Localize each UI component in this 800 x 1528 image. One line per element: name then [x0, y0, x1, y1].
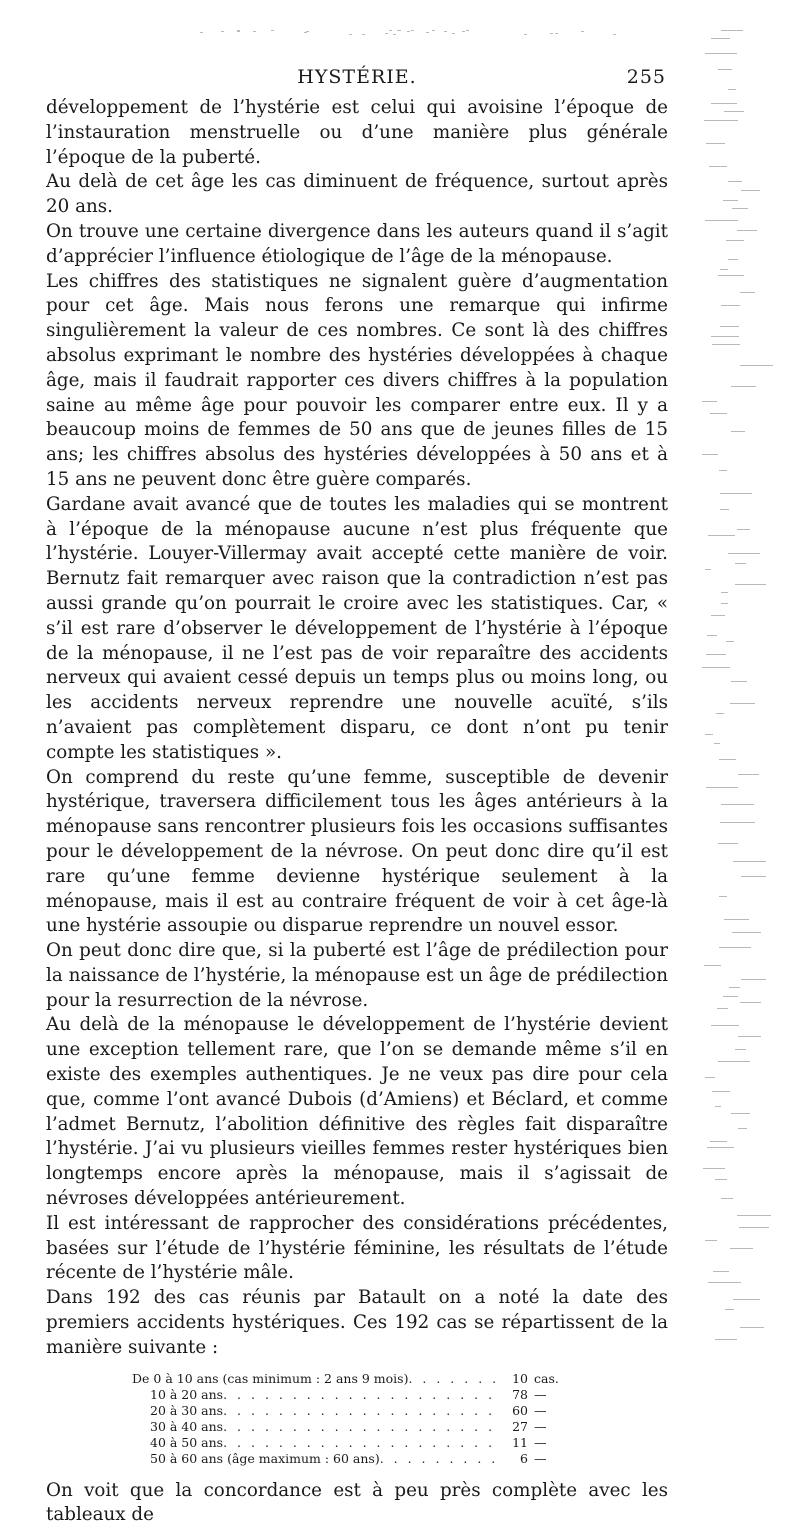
scan-speck: [738, 1036, 761, 1037]
scan-speck: [711, 336, 739, 337]
scan-speck: [720, 822, 755, 823]
age-distribution-table: [132, 1371, 668, 1467]
scan-speck: [718, 69, 732, 70]
scan-speck: [710, 1141, 727, 1142]
scan-speck: [720, 269, 728, 270]
paragraph-6: On comprend du reste qu’une femme, susceptible de devenir hystérique, traversera difficilement tous les âges antérieurs à la ménopause sans rencontrer plusieurs fois les occasions suffisantes pour le développement de la névrose. On peut donc dire qu’il est rare qu’une femme devienne hystérique seulement à la ménopause, mais il est au contraire fréquent de voir à cet âge-là une hystérie assoupie ou disparue reprendre un nouvel essor.: [46, 766, 668, 937]
scan-speck: [705, 734, 713, 735]
scan-speck: [715, 1339, 737, 1340]
paragraph-10: Dans 192 des cas réunis par Batault on a noté la date des premiers accidents hystériques. Ces 192 cas se répartissent de la manière suivante :: [46, 1287, 668, 1358]
scan-speck: [705, 1240, 717, 1241]
paragraph-5: Gardane avait avancé que de toutes les maladies qui se montrent à l’époque de la ménopause aucune n’est plus fréquente que l’hystérie. Louyer-Villermay avait accepté cette manière de voir. Bernutz fait remarquer avec raison que la contradiction n’est pas aussi grande qu’on pourrait le croire avec les statistiques. Car, « s’il est rare d’observer le développement de l’hystérie à l’époque de la ménopause, il ne l’est pas de voir reparaître des accidents nerveux qui avaient cessé depuis un temps plus ou moins long, ou les accidents nerveux reprendre une nouvelle acuïté, s’ils n’avaient pas complètement disparu, ce dont n’ont pu tenir compte les statistiques ».: [46, 493, 668, 763]
scan-speck: [718, 275, 744, 276]
scan-speck: [444, 31, 447, 32]
scan-speck: [707, 635, 717, 636]
running-title: HYSTÉRIE.: [297, 66, 417, 88]
scan-speck: [705, 1077, 715, 1078]
scan-speck: [740, 292, 755, 293]
leader-dots: [223, 1403, 498, 1419]
scan-speck: [719, 947, 751, 948]
scan-speck: [221, 31, 224, 32]
table-range: 30 à 40 ans: [150, 1418, 224, 1434]
paragraph-2: Au delà de cet âge les cas diminuent de fréquence, surtout après 20 ans.: [46, 171, 668, 218]
table-count: 78: [512, 1386, 528, 1402]
scan-speck: [524, 34, 527, 35]
scan-speck: [740, 1327, 764, 1328]
scan-speck: [581, 31, 584, 32]
scan-speck: [731, 431, 745, 432]
scan-speck: [724, 919, 749, 920]
leader-dots: [223, 1435, 498, 1451]
scan-speck: [706, 654, 726, 655]
scan-speck: [362, 34, 365, 35]
scan-speck: [739, 1227, 769, 1228]
scan-speck: [462, 31, 465, 32]
scan-speck: [724, 111, 744, 112]
scan-speck: [738, 774, 759, 775]
scan-speck: [720, 509, 729, 510]
scan-speck: [702, 401, 717, 402]
scan-speck: [737, 1215, 771, 1216]
scan-speck: [735, 584, 766, 585]
scan-speck: [721, 603, 728, 604]
scan-speck: [726, 641, 734, 642]
scan-speck: [731, 1113, 750, 1114]
scan-speck: [703, 1168, 725, 1169]
scan-speck: [719, 896, 727, 897]
scan-speck: [729, 987, 740, 988]
scan-speck: [702, 454, 718, 455]
scan-margin-marks: [702, 0, 782, 1369]
scan-speck: [721, 804, 754, 805]
scan-speck: [718, 843, 738, 844]
scan-speck: [741, 876, 766, 877]
scan-speck: [349, 34, 352, 35]
scan-speck: [735, 1049, 746, 1050]
paragraph-7: On peut donc dire que, si la puberté est l’âge de prédilection pour la naissance de l’hystérie, la ménopause est un âge de prédilection pour la resurrection de la névrose.: [46, 940, 668, 1011]
table-count: 60: [512, 1402, 528, 1418]
table-row: [132, 1435, 564, 1451]
scan-speck: [737, 230, 757, 231]
scan-speck: [708, 1282, 741, 1283]
table-row: [132, 1387, 564, 1403]
scan-speck: [706, 787, 738, 788]
scan-speck: [731, 681, 747, 682]
table-unit: —: [534, 1450, 547, 1466]
scan-speck: [271, 30, 274, 31]
scan-speck: [728, 181, 742, 182]
scan-speck: [407, 31, 410, 32]
scan-speck: [721, 1198, 733, 1199]
scan-speck: [704, 965, 721, 966]
scan-speck: [711, 38, 730, 39]
scan-speck: [719, 470, 727, 471]
scan-speck: [708, 535, 735, 536]
table-count: 27: [512, 1418, 528, 1434]
paragraph-1: développement de l’hystérie est celui qui avoisine l’époque de l’instauration menstruelle ou d’une manière plus générale l’époque de la puberté.: [46, 97, 668, 168]
scan-speck: [726, 240, 744, 241]
scan-speck: [732, 208, 748, 209]
scan-speck: [738, 1128, 747, 1129]
scan-speck: [393, 34, 396, 35]
scan-speck: [397, 30, 400, 31]
scan-speck: [711, 615, 725, 616]
table-unit: —: [534, 1386, 547, 1402]
leader-dots: [380, 1451, 498, 1467]
leader-dots: [408, 1371, 498, 1387]
scan-speck: [723, 200, 738, 201]
scan-speck: [200, 32, 203, 33]
scan-speck: [432, 30, 435, 31]
table-range: 10 à 20 ans: [150, 1386, 224, 1402]
scan-speck: [613, 34, 616, 35]
paragraph-4: Les chiffres des statistiques ne signalent guère d’augmentation pour cet âge. Mais nous ferons une remarque qui infirme singulièrement la valeur de ces nombres. Ce sont là des chiffres absolus exprimant le nombre des hystéries développées à chaque âge, mais il faudrait rapporter ces divers chiffres à la population saine au même âge pour pouvoir les comparer entre eux. Il y a beaucoup moins de femmes de 50 ans que de jeunes filles de 15 ans; les chiffres absolus des hystéries développées à 50 ans et à 15 ans ne peuvent donc être guère comparés.: [46, 270, 668, 490]
scan-speck: [728, 553, 760, 554]
scan-speck: [740, 365, 773, 366]
table-range: De 0 à 10 ans (cas minimum : 2 ans 9 mois): [132, 1370, 409, 1386]
scan-speck: [737, 529, 750, 530]
scan-speck: [731, 386, 756, 387]
paragraph-9: Il est intéressant de rapprocher des considérations précédentes, basées sur l’étude de l’hystérie féminine, les résultats de l’étude récente de l’hystérie mâle.: [46, 1212, 668, 1284]
scan-speck: [712, 1091, 730, 1092]
scan-speck: [713, 1271, 729, 1272]
page-number: 255: [626, 66, 666, 88]
scan-speck: [728, 259, 738, 260]
scan-speck: [555, 33, 558, 34]
scan-speck: [411, 30, 414, 31]
table-row: [132, 1403, 564, 1419]
leader-dots: [223, 1387, 498, 1403]
scan-speck: [733, 1299, 760, 1300]
scan-speck: [730, 1248, 753, 1249]
scan-speck: [720, 326, 739, 327]
scan-speck: [728, 89, 736, 90]
scan-speck: [718, 1061, 750, 1062]
scan-speck: [715, 1179, 727, 1180]
scan-speck: [717, 1008, 728, 1009]
scan-speck: [710, 413, 727, 414]
closing-line: On voit que la concordance est à peu près complète avec les tableaux de: [46, 1479, 668, 1526]
scan-speck: [237, 31, 240, 32]
table-row: [132, 1451, 564, 1467]
scan-speck: [704, 120, 738, 121]
scan-speck: [721, 30, 743, 31]
table-count: 10: [512, 1370, 528, 1386]
scan-speck: [705, 569, 711, 570]
scan-speck: [452, 33, 455, 34]
table-row: [132, 1371, 564, 1387]
scan-speck: [709, 166, 727, 167]
scan-speck: [253, 31, 256, 32]
scan-speck: [735, 563, 746, 564]
scan-speck: [740, 1002, 761, 1003]
paragraph-8: Au delà de la ménopause le développement de l’hystérie devient une exception tellement rare, que l’on se demande même s’il en existe des exemples authentiques. Je ne veux pas dire pour cela que, comme l’ont avancé Dubois (d’Amiens) et Béclard, et comme l’admet Bernutz, l’abolition définitive des règles fait disparaître l’hystérie. J’ai vu plusieurs vieilles femmes rester hystériques bien longtemps encore après la ménopause, mais il s’agissait de névroses développées antérieurement.: [46, 1014, 668, 1210]
scan-speck: [550, 33, 553, 34]
table-count: 6: [520, 1450, 528, 1466]
table-range: 40 à 50 ans: [150, 1434, 224, 1450]
table-unit: —: [534, 1418, 547, 1434]
scan-speck: [723, 996, 738, 997]
table-range: 50 à 60 ans (âge maximum : 60 ans): [150, 1450, 380, 1466]
scan-speck: [741, 979, 766, 980]
scan-speck: [716, 713, 724, 714]
scan-noise-top: [200, 30, 640, 36]
scan-speck: [720, 493, 752, 494]
scan-speck: [725, 1309, 734, 1310]
scan-speck: [732, 932, 761, 933]
scan-speck: [389, 30, 392, 31]
scan-speck: [733, 861, 766, 862]
table-count: 11: [512, 1434, 528, 1450]
leader-dots: [223, 1419, 498, 1435]
scan-speck: [705, 53, 737, 54]
scan-speck: [304, 32, 307, 33]
scan-speck: [707, 1147, 734, 1148]
scan-speck: [714, 743, 720, 744]
scan-speck: [466, 30, 469, 31]
scan-speck: [712, 344, 740, 345]
scan-speck: [706, 143, 725, 144]
table-unit: —: [534, 1402, 547, 1418]
paragraph-3: On trouve une certaine divergence dans les auteurs quand il s’agit d’apprécier l’influence étiologique de l’âge de la ménopause.: [46, 220, 668, 267]
scan-speck: [721, 592, 728, 593]
scan-speck: [385, 33, 388, 34]
table-row: [132, 1419, 564, 1435]
table-unit: —: [534, 1434, 547, 1450]
scan-speck: [721, 305, 740, 306]
page: [46, 62, 668, 1528]
scan-speck: [711, 1025, 739, 1026]
scan-speck: [719, 759, 736, 760]
table-range: 20 à 30 ans: [150, 1402, 224, 1418]
scan-speck: [702, 667, 730, 668]
scan-speck: [715, 1106, 721, 1107]
scan-speck: [741, 190, 760, 191]
table-unit: cas.: [534, 1370, 559, 1386]
scan-speck: [426, 32, 429, 33]
scan-speck: [711, 103, 737, 104]
scan-speck: [705, 220, 738, 221]
running-header: [46, 62, 668, 92]
scan-speck: [730, 703, 755, 704]
